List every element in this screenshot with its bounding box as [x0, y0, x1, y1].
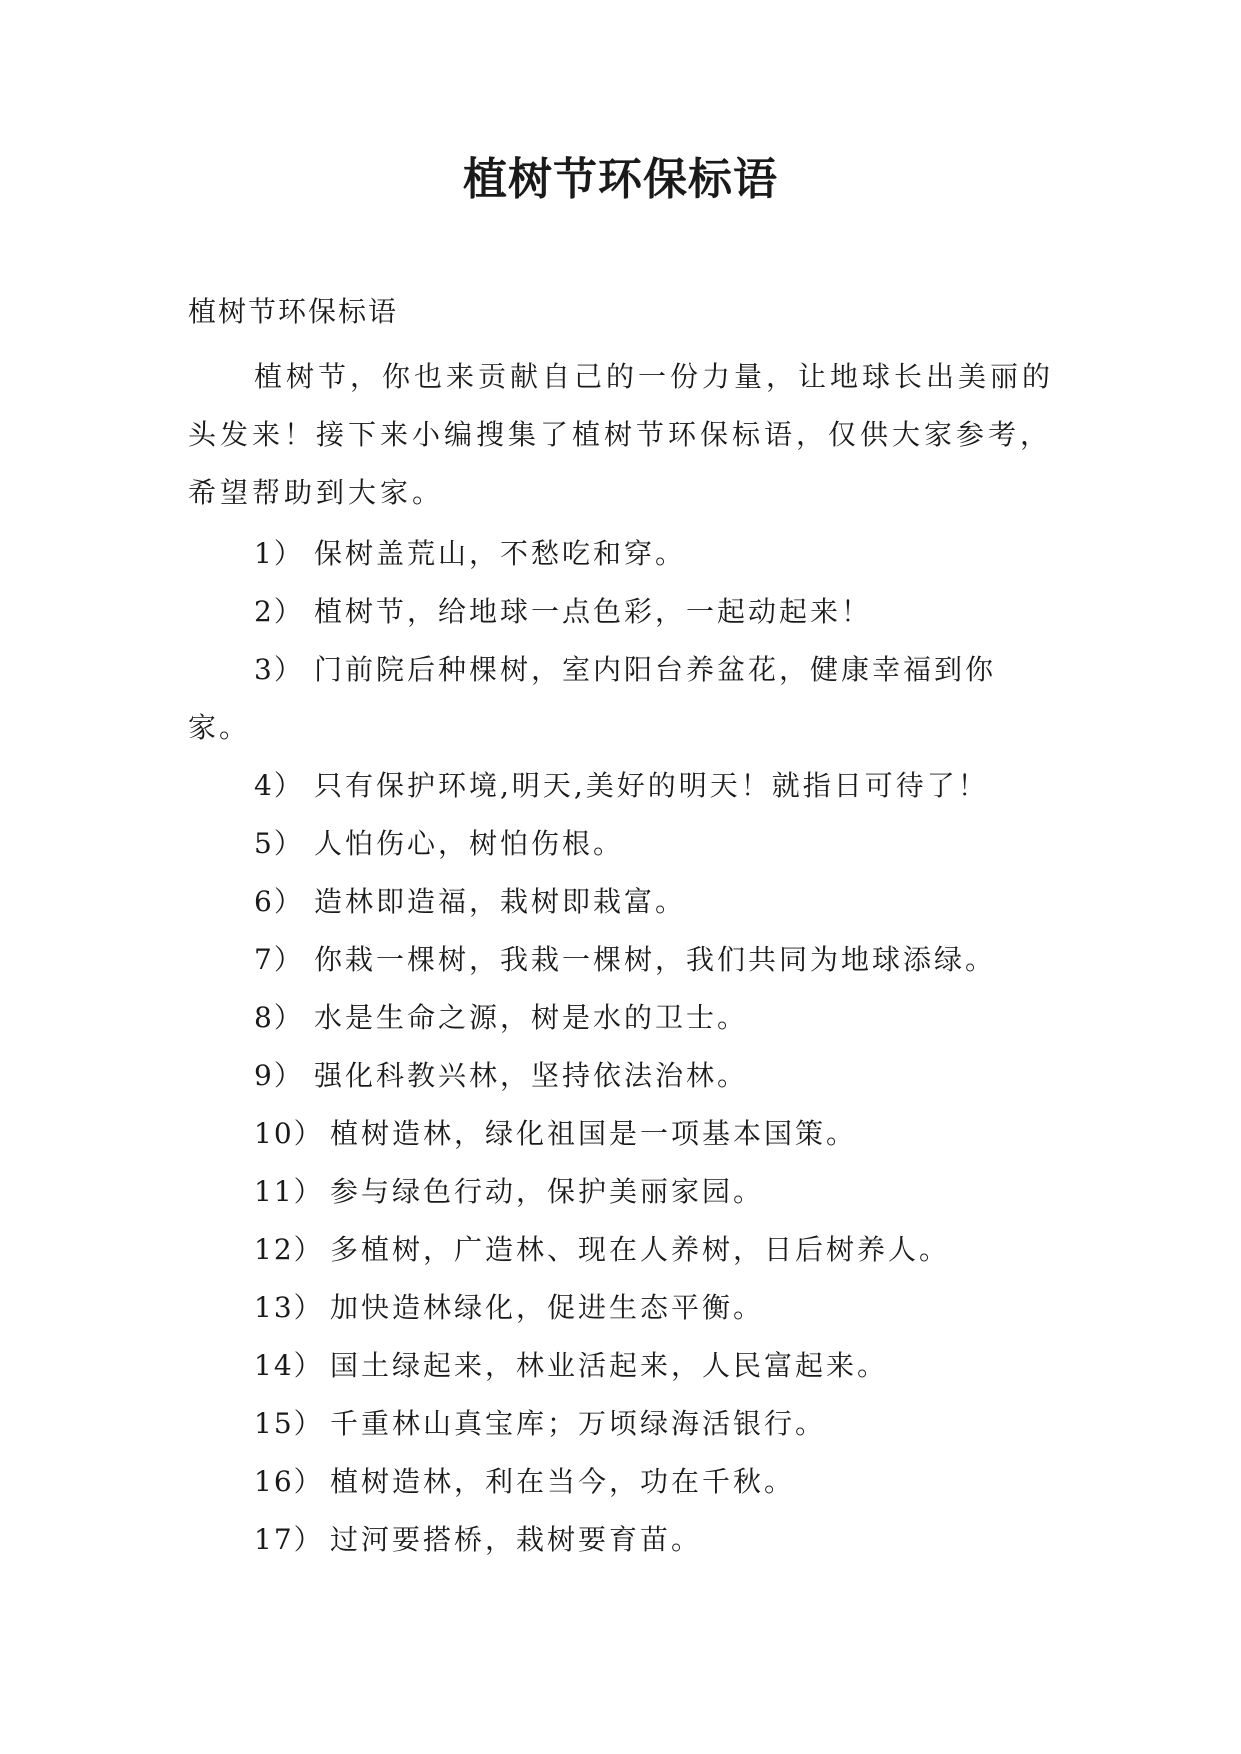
- item-number: 13）: [254, 1291, 324, 1324]
- item-number: 17）: [254, 1523, 324, 1556]
- list-item: [188, 641, 1068, 757]
- list-item: [188, 1337, 1068, 1395]
- list-item: [188, 757, 1068, 815]
- list-item: [188, 1047, 1068, 1105]
- item-number: 7）: [254, 943, 304, 976]
- list-item: [188, 1279, 1068, 1337]
- item-number: 14）: [254, 1349, 324, 1382]
- list-item: [188, 583, 1068, 641]
- item-text: 造林即造福，栽树即栽富。: [314, 885, 687, 918]
- item-text: 只有保护环境,明天,美好的明天！就指日可待了！: [314, 769, 989, 802]
- item-text: 门前院后种棵树，室内阳台养盆花，健康幸福到你: [314, 653, 997, 686]
- item-text: 参与绿色行动，保护美丽家园。: [330, 1175, 765, 1208]
- item-text: 多植树，广造林、现在人养树，日后树养人。: [330, 1233, 951, 1266]
- item-text: 水是生命之源，树是水的卫士。: [314, 1001, 749, 1034]
- item-text: 人怕伤心，树怕伤根。: [314, 827, 625, 860]
- item-text: 强化科教兴林，坚持依法治林。: [314, 1059, 749, 1092]
- list-item: [188, 1163, 1068, 1221]
- item-text-continued: 家。: [188, 711, 251, 744]
- item-number: 4）: [254, 769, 304, 802]
- list-item: [188, 989, 1068, 1047]
- item-number: 2）: [254, 595, 304, 628]
- item-text: 你栽一棵树，我栽一棵树，我们共同为地球添绿。: [314, 943, 997, 976]
- list-item: [188, 931, 1068, 989]
- list-item: [188, 815, 1068, 873]
- item-text: 国土绿起来，林业活起来，人民富起来。: [330, 1349, 889, 1382]
- item-number: 5）: [254, 827, 304, 860]
- item-number: 3）: [254, 653, 304, 686]
- item-number: 16）: [254, 1465, 324, 1498]
- item-number: 15）: [254, 1407, 324, 1440]
- item-number: 12）: [254, 1233, 324, 1266]
- list-item: [188, 873, 1068, 931]
- item-text: 植树造林，绿化祖国是一项基本国策。: [330, 1117, 858, 1150]
- item-number: 9）: [254, 1059, 304, 1092]
- list-item: [188, 1395, 1068, 1453]
- item-number: 11）: [254, 1175, 324, 1208]
- item-text: 植树造林，利在当今，功在千秋。: [330, 1465, 796, 1498]
- list-item: [188, 1511, 1068, 1569]
- list-item: [188, 1453, 1068, 1511]
- page-title: 植树节环保标语: [463, 154, 778, 205]
- item-text: 过河要搭桥，栽树要育苗。: [330, 1523, 703, 1556]
- list-item: [188, 525, 1068, 583]
- item-text: 植树节，给地球一点色彩，一起动起来！: [314, 595, 873, 628]
- item-number: 6）: [254, 885, 304, 918]
- intro-paragraph: 植树节，你也来贡献自己的一份力量，让地球长出美丽的头发来！接下来小编搜集了植树节环保标语，仅供大家参考，希望帮助到大家。: [188, 360, 1055, 509]
- item-number: 10）: [254, 1117, 324, 1150]
- document-subtitle: 植树节环保标语: [188, 295, 399, 328]
- slogan-list: [188, 525, 1068, 1569]
- item-text: 加快造林绿化，促进生态平衡。: [330, 1291, 765, 1324]
- item-text: 保树盖荒山，不愁吃和穿。: [314, 537, 687, 570]
- item-number: 8）: [254, 1001, 304, 1034]
- list-item: [188, 1105, 1068, 1163]
- item-number: 1）: [254, 537, 304, 570]
- list-item: [188, 1221, 1068, 1279]
- item-text: 千重林山真宝库；万顷绿海活银行。: [330, 1407, 827, 1440]
